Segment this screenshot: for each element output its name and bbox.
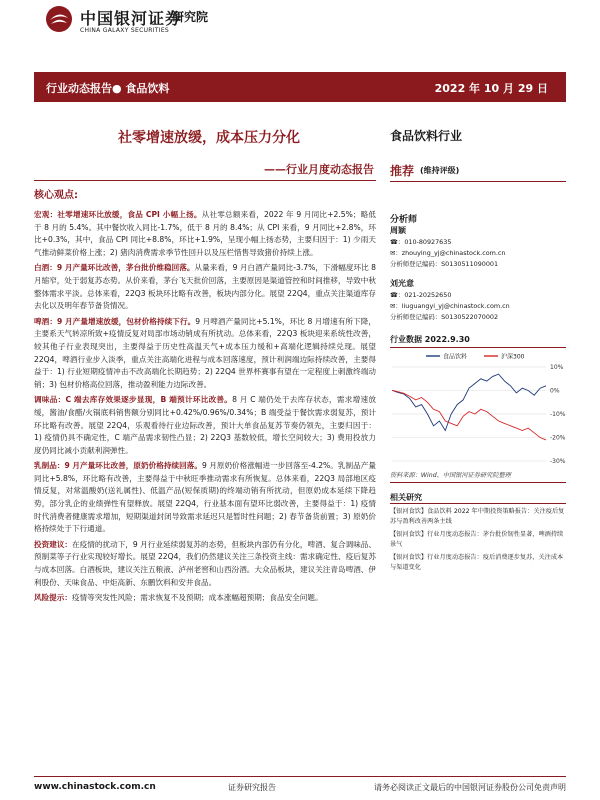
brand-subtitle: 研究院 bbox=[172, 10, 209, 24]
paragraph-text: 从量来看，9 月白酒产量同比-3.7%，下滑幅度环比 8 月缩窄，处于弱复苏态势。从价来看，茅台飞天批价回落，主要原因是渠道管控和时间推移，导致中秋整体需求平淡。总体来看，22Q3 板块环比略有改善，板块内部分化。展望 22Q4，重点关注渠道库存去化以及明年春节备货情况。 bbox=[34, 263, 376, 311]
core-views-heading: 核心观点: bbox=[34, 190, 78, 201]
paragraph-text: 9 月啤酒产量同比+5.1%，环比 8 月增速有所下降，主要系天气转凉所致+疫情反复对局部市场动销成有所扰动。总体来看，22Q3 板块迎来系统性改善，较其他子行业表现突出，主要得益于历史性高温天气+成本压力缓和+高端化逻辑持续兑现。展望 22Q4，啤酒行业步入淡季，重点关注高端化进程与成本回落速度，预计利润端边际持续改善，主要得益于：1) 行业短期疫情冲击不改高端化长期趋势；2) 22Q4 世界杯赛事有望在一定程度上刺激终端动销；3) 包材价格高位回落，推动盈利能力边际改善。 bbox=[34, 316, 376, 389]
legend-label: 沪深300 bbox=[501, 353, 525, 361]
related-research-heading: 相关研究 bbox=[390, 493, 422, 502]
paragraph-baijiu bbox=[34, 262, 376, 312]
analyst-cert: 分析师登记编码：S0130511090001 bbox=[390, 260, 499, 268]
footer-website-link[interactable]: www.chinastock.com.cn bbox=[34, 782, 156, 792]
y-tick-label: -20% bbox=[550, 434, 566, 442]
rating-divider bbox=[390, 181, 566, 182]
paragraph-lead: 宏观：社零增速环比放缓，食品 CPI 小幅上扬。 bbox=[34, 210, 202, 219]
core-views-body bbox=[34, 209, 376, 608]
paragraph-lead: 风险提示： bbox=[34, 593, 72, 603]
paragraph-beer bbox=[34, 316, 376, 392]
paragraph-seasoning bbox=[34, 394, 376, 457]
report-type: 行业动态报告● 食品饮料 bbox=[46, 82, 170, 95]
footer-report-type: 证券研究报告 bbox=[228, 783, 276, 792]
report-subtitle: ——行业月度动态报告 bbox=[264, 163, 374, 176]
paragraph-text: 疫情等突发性风险；需求恢复不及预期；成本涨幅超预期；食品安全问题。 bbox=[71, 593, 323, 603]
y-tick-label: 10% bbox=[550, 364, 564, 371]
paragraph-risk bbox=[34, 592, 376, 605]
y-tick-label: -30% bbox=[550, 458, 566, 465]
rating-label: 推荐 bbox=[390, 164, 415, 178]
legend-label: 食品饮料 bbox=[443, 353, 468, 361]
rating-note: (维持评级) bbox=[420, 166, 460, 175]
footer-divider bbox=[34, 776, 566, 777]
analyst-card bbox=[390, 278, 566, 323]
related-divider bbox=[390, 503, 566, 504]
chart-title: 行业数据 2022.9.30 bbox=[390, 335, 470, 344]
report-banner bbox=[34, 72, 566, 102]
related-research-list bbox=[390, 507, 566, 577]
paragraph-text: 在疫情的扰动下，9 月行业延续弱复苏的态势，但板块内部仍有分化，啤酒、复合调味品、预制菜等子行业实现较好增长。展望 22Q4，我们仍然建议关注三条投资主线：需求确定性、疫后复苏与成本回落。白酒板块，建议关注五粮液、泸州老窖和山西汾酒。大众品板块，建议关注青岛啤酒、伊利股份、天味食品、中炬高新、东鹏饮料和安井食品。 bbox=[34, 539, 376, 587]
paragraph-lead: 啤酒：9 月产量增速放缓，包材价格持续下行。 bbox=[34, 316, 196, 326]
paragraph-text: 9 月原奶价格涨幅进一步回落至-4.2%。乳制品产量同比+5.8%，环比略有改善，主要得益于中秋旺季推动需求有所恢复。总体来看，22Q3 局部地区疫情反复，对常温酸奶(送礼属性)、低温产品(短保质期)的终端动销有所扰动，但原奶成本延续下降趋势，部分乳企的业绩弹性有望释放。展望 22Q4，行业基本面有望环比弱改善，主要得益于：1) 疫情时代消费者健康需求增加，短期渠道封闭导致需求延迟只是暂时性问题；2) 春节备货前置；3) 原奶价格持续处于下行通道。 bbox=[34, 461, 376, 534]
paragraph-macro bbox=[34, 209, 376, 259]
analyst-name: 刘光意 bbox=[390, 279, 414, 288]
series-line bbox=[392, 374, 546, 430]
paragraph-lead: 投资建议： bbox=[34, 539, 73, 549]
y-tick-label: -10% bbox=[550, 411, 566, 418]
analyst-phone: ☎：010-80927635 bbox=[390, 238, 452, 246]
related-item[interactable]: 【银河食饮】食品饮料 2022 年中期投资策略报告：关注疫后复苏与盈利改善两条主线 bbox=[390, 508, 565, 525]
paragraph-lead: 乳制品：9 月产量环比改善，原奶价格持续回落。 bbox=[34, 461, 202, 471]
industry-chart bbox=[386, 349, 570, 467]
paragraph-investment bbox=[34, 539, 376, 589]
brand-english: CHINA GALAXY SECURITIES bbox=[80, 27, 170, 34]
chart-divider bbox=[390, 347, 566, 348]
paragraph-dairy bbox=[34, 460, 376, 536]
related-item[interactable]: 【银河食饮】行业月度动态报告：茅台批价韧性显著，啤酒持续景气 bbox=[390, 531, 564, 548]
analyst-phone: ☎：021-20252650 bbox=[390, 291, 452, 299]
galaxy-logo-icon bbox=[44, 4, 74, 34]
analyst-email[interactable]: ✉：liuguangyi_yj@chinastock.com.cn bbox=[390, 302, 510, 310]
footer-disclaimer: 请务必阅读正文最后的中国银河证券股份公司免责声明 bbox=[374, 783, 566, 792]
report-date: 2022 年 10 月 29 日 bbox=[434, 82, 548, 95]
analyst-name: 周颖 bbox=[390, 226, 406, 235]
analysts-heading: 分析师 bbox=[390, 215, 418, 225]
paragraph-text: 8 月 C 端仍处于去库存状态，需求增速放缓，酱油/食醋/火锅底料销售额分别同比+0.42%/0.96%/0.34%；B 端受益于餐饮需求弱复苏，预计环比略有改善。展望 22Q4，乐观看待行业边际改善，预计大单食品复苏节奏仍领先，主要归因于：1) 疫情仍具不确定性，C 端产品需求韧性凸显；2) 22Q3 基数较低，增长空间较大；3) 费用投放力度仍同比减小贡献利润弹性。 bbox=[34, 395, 376, 455]
title-divider bbox=[34, 180, 376, 181]
report-header bbox=[0, 0, 600, 62]
analyst-email[interactable]: ✉：zhouying_yj@chinastock.com.cn bbox=[390, 249, 506, 257]
paragraph-lead: 调味品：C 端去库存效果逐步显现，B 端预计环比改善。 bbox=[34, 395, 233, 405]
analyst-card bbox=[390, 225, 566, 270]
y-tick-label: 0% bbox=[550, 387, 560, 395]
analyst-cert: 分析师登记编码：S0130522070002 bbox=[390, 313, 499, 321]
related-item[interactable]: 【银河食饮】行业月度动态报告：疫后消费逐步复苏，关注成本与渠道变化 bbox=[390, 554, 564, 571]
series-line bbox=[392, 390, 546, 440]
chart-source: 资料来源：Wind、中国银河证券研究院整理 bbox=[390, 472, 511, 479]
brand-name: 中国银河证券 bbox=[80, 9, 183, 28]
industry-label: 食品饮料行业 bbox=[390, 129, 463, 143]
report-title: 社零增速放缓，成本压力分化 bbox=[118, 130, 300, 146]
paragraph-text: 从社零总额来看，2022 年 9 月同比+2.5%；略低于 8 月的 5.4%。其中餐饮收入同比-1.7%，低于 8 月的 8.4%；从 CPI 来看，9 月同比+2.8%，环比+0.3%，其中，食品 CPI 同比+8.8%，环比+1.9%，呈现小幅上扬态势，主要归因于：1) 少雨天气推动鲜菜价格上涨；2) 猪肉消费需求季节性回升以及压栏惜售导致猪价持续上涨。 bbox=[34, 210, 377, 257]
chart-bottom-divider bbox=[390, 482, 566, 483]
paragraph-lead: 白酒：9 月产量环比改善，茅台批价维稳回落。 bbox=[34, 263, 195, 273]
